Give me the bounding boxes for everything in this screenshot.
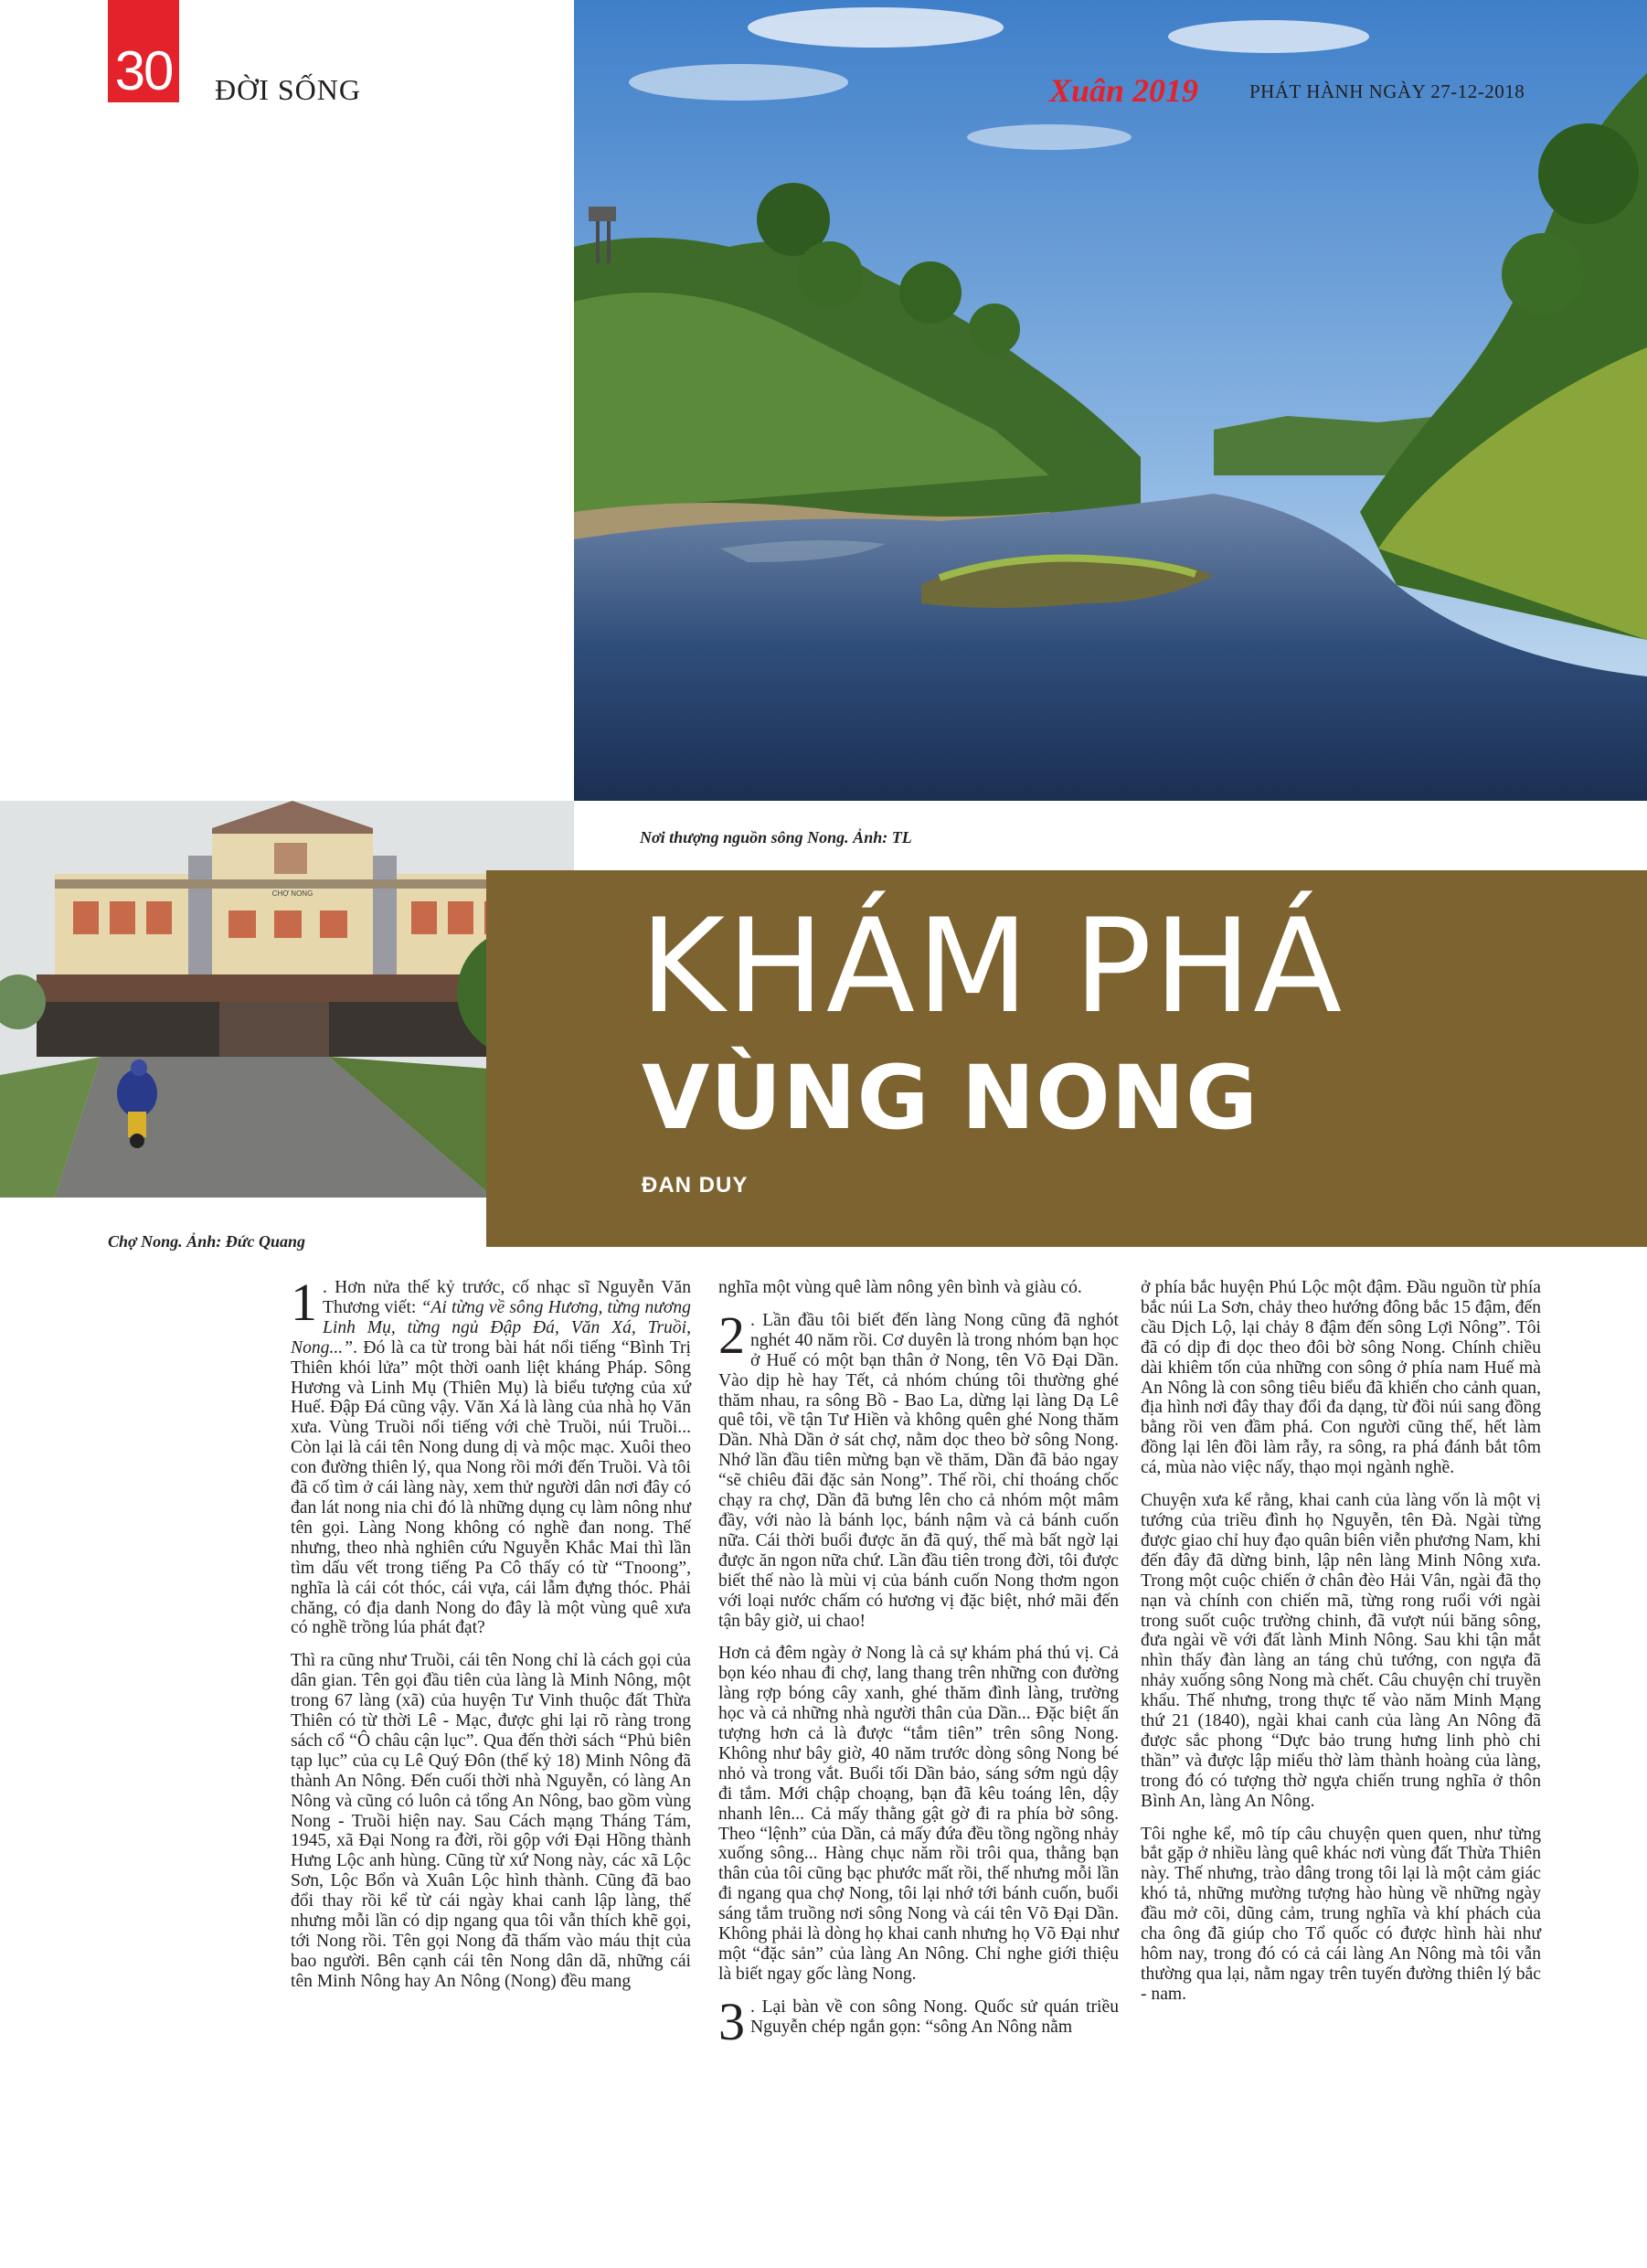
paragraph-3: nghĩa một vùng quê làm nông yên bình và giàu có. <box>718 1278 1082 1297</box>
paragraph-9: Tôi nghe kể, mô típ câu chuyện quen quen, như từng bắt gặp ở nhiều làng quê khác nơi vùng đất Thừa Thiên này. Thế nhưng, trào dâng trong tôi lại là một cảm giác khó tả, những mường tượng hào hùng về những ngày đầu mở cõi, dũng cảm, trung nghĩa và khí phách của cha ông đã giúp cho Tổ quốc có được hình hài như hôm nay, trong đó có cả cái làng An Nông mà tôi vẫn thường qua lại, nằm ngay trên tuyến đường thiên lý bắc - nam. <box>1141 1824 1541 2004</box>
paragraph-1: 1 . Hơn nửa thế kỷ trước, cố nhạc sĩ Nguyễn Văn Thương viết: “Ai từng về sông Hương, từng nương Linh Mụ, từng ngủ Đập Đá, Văn Xá, Truồi, Nong...”. Đó là ca từ trong bài hát nổi tiếng “Bình Trị Thiên khói lửa” một thời oanh liệt kháng Pháp. Sông Hương và Linh Mụ (Thiên Mụ) là biểu tượng của xứ Huế. Đập Đá cũng vậy. Văn Xá là làng của nhà họ Văn xưa. Vùng Truồi nổi tiếng với chè Truồi, núi Truồi... Còn lại là cái tên Nong dung dị và mộc mạc. Xuôi theo con đường thiên lý, qua Nong rồi mới đến Truồi. Và tôi đã cố tìm ở cái làng này, xem thử người dân nơi đây có đan lát nong nia chi đó là những dụng cụ làm nông như tên gọi. Làng Nong không có nghề đan nong. Thế nhưng, theo nhà nghiên cứu Nguyễn Khắc Mai thì lần tìm dấu vết trong tiếng Pa Cô thấy có từ “Tnoong”, nghĩa là cái cót thóc, cái vựa, cái lẫm đựng thóc. Phải chăng, có địa danh Nong do đây là một vùng quê xưa có nghề trồng lúa phát đạt? <box>291 1272 691 1638</box>
headline-line2: VÙNG NONG <box>642 1047 1259 1149</box>
article-column-1 <box>291 1272 691 2005</box>
section-number-3: 3 <box>718 1991 745 2051</box>
song-quote: “Ai từng về sông Hương, từng nương Linh Mụ, từng ngủ Đập Đá, Văn Xá, Truồi, Nong...” <box>291 1297 691 1358</box>
paragraph-4: 2 . Lần đầu tôi biết đến làng Nong cũng đã nghót nghét 40 năm rồi. Cơ duyên là trong nhóm bạn học ở Huế có một bạn thân ở Nong, tên Võ Đại Dần. Vào dịp hè hay Tết, cả nhóm chúng tôi thường ghé thăm nhau, ra sông Bồ - Bao La, dừng lại làng Dạ Lê quê tôi, về tận Tư Hiền và không quên ghé Nong thăm Dần. Nhà Dần ở sát chợ, nằm dọc theo bờ sông Nong. Nhớ lần đầu tiên mừng bạn về thăm, Dần đã bảo ngay “sẽ chiêu đãi đặc sản Nong”. Thế rồi, chỉ thoáng chốc chạy ra chợ, Dần đã bưng lên cho cả nhóm một mâm đầy, với nào là bánh lọc, bánh nậm và cả bánh cuốn nữa. Cái thời buổi được ăn đã quý, thế mà bất ngờ lại được ăn ngon nữa chứ. Lần đầu tiên trong đời, tôi được biết thế nào là mùi vị của bánh cuốn Nong thơm ngon với loại nước chấm có hương vị đặc biệt, nhớ mãi đến tận bây giờ, ui chao! <box>718 1304 1119 1631</box>
river-photo <box>574 0 1647 801</box>
author-byline: ĐAN DUY <box>642 1173 749 1198</box>
article-column-2 <box>718 1278 1119 2050</box>
article-column-3 <box>1141 1278 1541 2018</box>
paragraph-5: Hơn cả đêm ngày ở Nong là cả sự khám phá thú vị. Cả bọn kéo nhau đi chợ, lang thang trên những con đường làng rợp bóng cây xanh, ghé thăm đình làng, trường học và cả những nhà người thân của Dần... Đặc biệt ấn tượng hơn cả là được “tắm tiên” trên sông Nong. Không như bây giờ, 40 năm trước dòng sông Nong bé nhỏ và trong vắt. Buổi tối Dần bảo, sáng sớm ngủ dậy đi tắm. Mới chập choạng, bạn đã kêu toáng lên, dậy nhanh lên... Cả mấy thằng gật gờ đi ra phía bờ sông. Theo “lệnh” của Dần, cả mấy đứa đều tồng ngồng nhảy xuống sông... Hàng chục năm rồi trôi qua, thằng bạn thân của tôi cũng bạc phước mất rồi, thế nhưng mỗi lần đi ngang qua chợ Nong, tôi lại nhớ tới bánh cuốn, buổi sáng tắm truồng nơi sông Nong và cái tên Võ Đại Dần. Không phải là dòng họ khai canh nhưng họ Võ Đại như một “đặc sản” của làng An Nông. Chỉ nghe giới thiệu là biết ngay gốc làng Nong. <box>718 1644 1119 1984</box>
market-photo-caption: Chợ Nong. Ảnh: Đức Quang <box>108 1232 305 1251</box>
paragraph-6: 3 . Lại bàn về con sông Nong. Quốc sử quán triều Nguyễn chép ngắn gọn: “sông An Nông nằm <box>718 1991 1119 2051</box>
paragraph-8: Chuyện xưa kể rằng, khai canh của làng vốn là một vị tướng của triều đình họ Nguyễn, tên Đà. Ngài từng được giao chỉ huy đạo quân biên viễn phương Nam, khi đến đây đã dừng binh, lập nên làng Minh Nông xưa. Trong một cuộc chiến ở chân đèo Hải Vân, ngài đã thọ nạn và chính con chiến mã, từng rong ruổi với ngài trong suốt cuộc trường chinh, đã vượt núi băng sông, đưa ngài về với đất lành Minh Nông. Sau khi tận mắt nhìn thấy đàn làng an táng chủ tướng, con ngựa đã nhảy xuống sông Nong mà chết. Câu chuyện chỉ truyền khẩu. Thế nhưng, trong thực tế vào năm Minh Mạng thứ 21 (1840), ngài khai canh của làng An Nông đã được sắc phong “Dực bảo trung hưng linh phò chi thần” và được lập miếu thờ làm thành hoàng của làng, trong đó có tượng thờ ngựa chiến trung nghĩa ở thôn Bình An, làng An Nông. <box>1141 1491 1541 1811</box>
release-date: PHÁT HÀNH NGÀY 27-12-2018 <box>1249 80 1525 102</box>
issue-label: Xuân 2019 <box>1049 72 1199 109</box>
page-number-box <box>108 0 179 102</box>
paragraph-7: ở phía bắc huyện Phú Lộc một đậm. Đầu nguồn từ phía bắc núi La Sơn, chảy theo hướng đông bắc 15 đậm, đến cầu Dịch Lộ, lại chảy 8 đậm đến sông Lợi Nông”. Tôi đã có dịp đi dọc theo đôi bờ sông Nong. Chính chiều dài khiêm tốn của những con sông ở phía nam Huế mà An Nông là con sông tiêu biểu đã khiến cho cảnh quan, địa hình nơi đây thay đổi đa dạng, từ đồi núi sang đồng bằng rồi ven đầm phá. Con người cũng thế, hết làm đồng lại lên đồi làm rẫy, ra sông, ra phá đánh bắt tôm cá, mùa nào việc nấy, thạo mọi ngành nghề. <box>1141 1278 1541 1478</box>
market-sign: CHỢ NONG <box>271 889 313 898</box>
river-photo-caption: Nơi thượng nguồn sông Nong. Ảnh: TL <box>640 828 912 847</box>
headline-line1: KHÁM PHÁ <box>640 891 1344 1042</box>
section-number-1: 1 <box>291 1272 317 1332</box>
paragraph-2: Thì ra cũng như Truồi, cái tên Nong chỉ là cách gọi của dân gian. Tên gọi đầu tiên của làng là Minh Nông, một trong 67 làng (xã) của huyện Tư Vinh thuộc đất Thừa Thiên có từ thời Lê - Mạc, được ghi lại rõ ràng trong sách cổ “Ô châu cận lục”. Qua đến thời sách “Phủ biên tạp lục” của cụ Lê Quý Đôn (thế kỷ 18) Minh Nông đã thành An Nông. Đến cuối thời nhà Nguyễn, có làng An Nông và cũng có luôn cả tổng An Nông, bao gồm vùng Nong - Truồi hiện nay. Sau Cách mạng Tháng Tám, 1945, xã Đại Nong ra đời, rồi gộp với Đại Hồng thành Hưng Lộc anh hùng. Cũng từ xứ Nong này, các xã Lộc Sơn, Lộc Bổn và Xuân Lộc hình thành. Cũng đã bao đổi thay rồi kể từ cái ngày khai canh lập làng, thế nhưng mỗi lần có dịp ngang qua tôi vẫn thích khẽ gọi, tới Nong rồi. Tên gọi Nong đã thấm vào máu thịt của bao người. Bên cạnh cái tên Nong dân dã, những cái tên Minh Nông hay An Nông (Nong) đều mang <box>291 1651 691 1991</box>
section-number-2: 2 <box>718 1304 745 1365</box>
page-number: 30 <box>114 40 173 101</box>
section-title: ĐỜI SỐNG <box>215 73 361 106</box>
